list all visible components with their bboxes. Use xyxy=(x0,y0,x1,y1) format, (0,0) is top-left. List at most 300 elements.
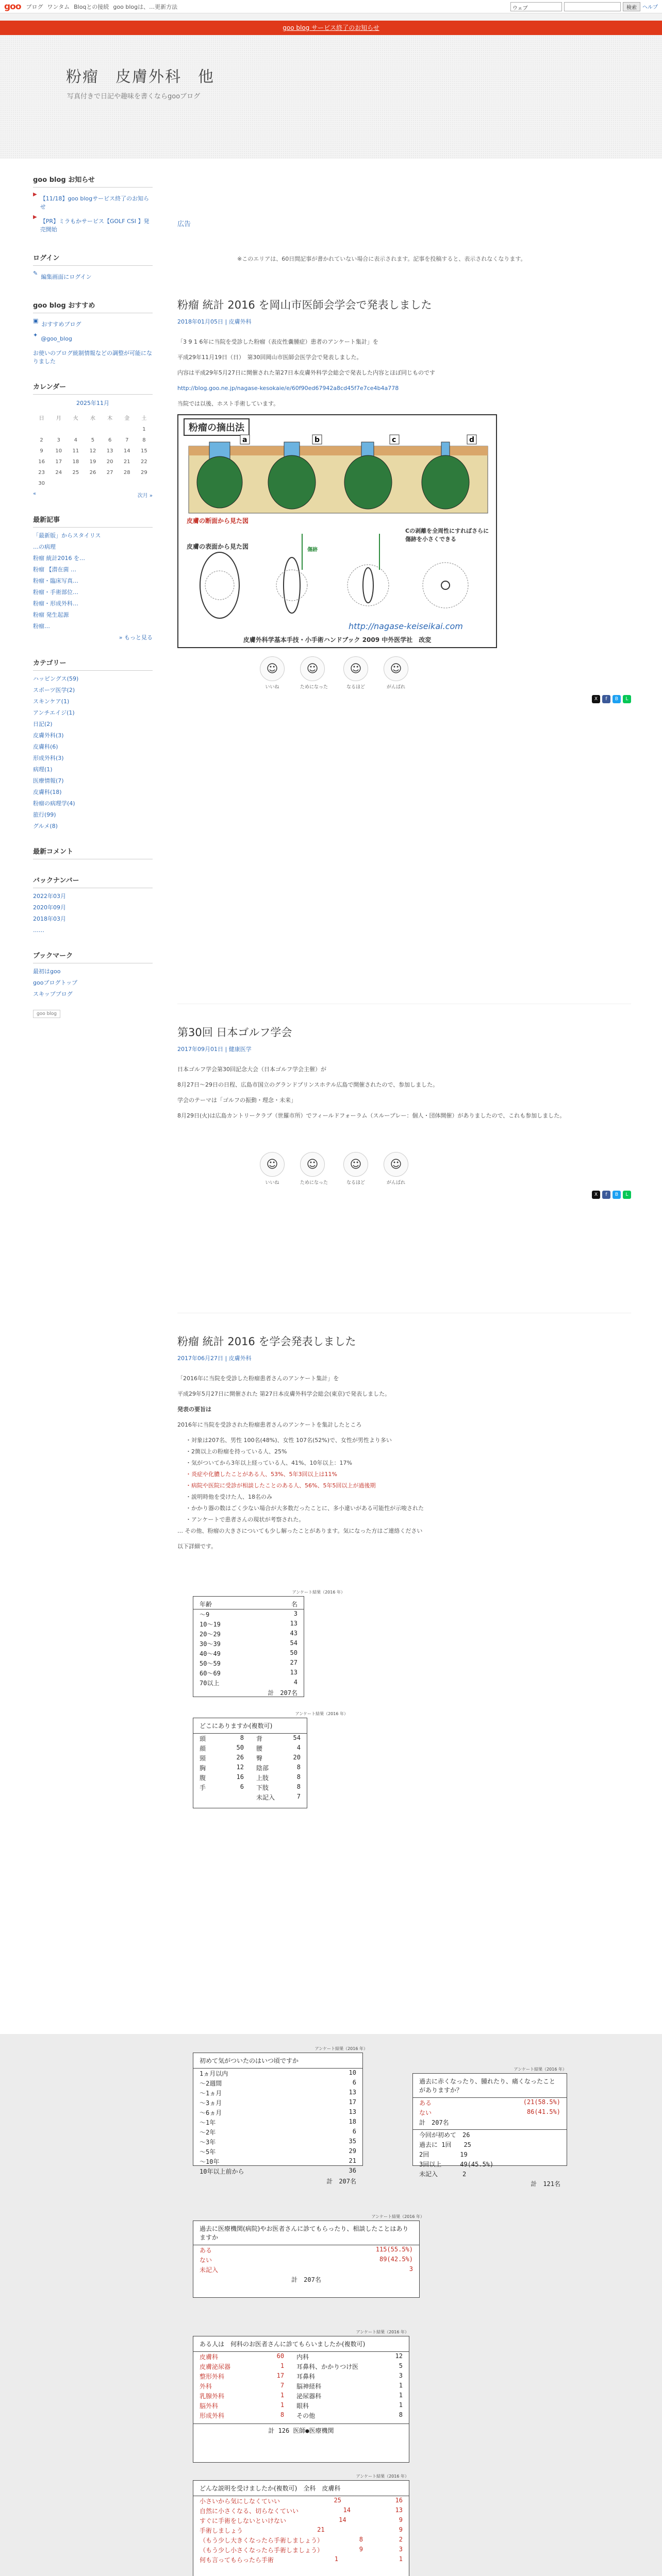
calendar-day[interactable]: 3 xyxy=(57,437,60,443)
calendar-day[interactable]: 22 xyxy=(141,459,147,465)
category-link[interactable]: グルメ(8) xyxy=(33,823,58,829)
survey-cell: 〜2週間 xyxy=(200,2080,222,2087)
survey-cell: 60〜69 xyxy=(200,1670,221,1677)
survey-row: 未記入 2 xyxy=(419,2171,467,2178)
survey-cell: 60 xyxy=(276,2352,285,2360)
survey-row xyxy=(290,2371,409,2381)
reaction-nodding[interactable] xyxy=(343,1152,368,1185)
reaction-like[interactable] xyxy=(260,656,285,690)
backnumber-section xyxy=(33,875,153,935)
backnumber-link[interactable]: 2020年09月 xyxy=(33,904,66,911)
backnumber-heading: バックナンバー xyxy=(33,875,153,888)
summary-point: ・説明時他を受けた人、18名のみ xyxy=(186,1494,272,1500)
bookmark-link[interactable]: gooブログトップ xyxy=(33,979,78,986)
survey-cell: 頭 xyxy=(200,1735,206,1742)
blog-icon: ▣ xyxy=(33,317,39,324)
survey-cell: 30〜39 xyxy=(200,1640,221,1648)
goo-link[interactable]: ワンタム xyxy=(47,3,70,10)
survey-cell: 29 xyxy=(349,2147,356,2155)
survey-row: 2回 19 xyxy=(419,2151,468,2158)
survey-cell: 乳腺外科 xyxy=(200,2393,225,2400)
survey-cell: 8 xyxy=(399,2411,403,2418)
calendar-day[interactable]: 8 xyxy=(142,437,146,443)
survey-row xyxy=(193,2245,419,2255)
backnumber-link[interactable]: 2022年03月 xyxy=(33,893,66,900)
recommend-section xyxy=(33,300,153,366)
survey-cell: 腰 xyxy=(256,1745,263,1752)
smile-icon: ☺ xyxy=(300,656,325,681)
recent-heading: 最新記事 xyxy=(33,514,153,528)
survey-row xyxy=(193,2166,362,2176)
search-input[interactable] xyxy=(564,2,621,11)
calendar-day[interactable]: 29 xyxy=(141,470,147,476)
survey-cell: 臀 xyxy=(256,1755,263,1762)
explain-title: どんな説明を受けましたか(複数可) 全科 皮膚科 xyxy=(193,2481,409,2496)
category-link[interactable]: 日記(2) xyxy=(33,721,53,727)
facebook-share-icon[interactable]: f xyxy=(602,1191,610,1199)
reaction-label: がんばれ xyxy=(387,685,406,690)
recent-post-link[interactable]: 粉瘤・手術部位… xyxy=(33,589,78,596)
x-share-icon[interactable]: X xyxy=(592,695,600,703)
label-a: a xyxy=(242,436,247,444)
smile-icon: ☺ xyxy=(260,1152,285,1177)
calendar-day[interactable]: 7 xyxy=(125,437,129,443)
survey-cell: 2 xyxy=(399,2536,403,2543)
post-paragraph: 「2016年に当院を受診した粉瘤患者さんのアンケート集計」を xyxy=(177,1375,339,1382)
survey-cell: 手 xyxy=(200,1784,206,1791)
survey-caption: アンケート結果（2016 年） xyxy=(356,2330,409,2334)
survey-cell: 115(55.5%) xyxy=(375,2246,413,2253)
calendar-prev[interactable]: « xyxy=(33,491,37,497)
survey-row xyxy=(193,2108,362,2117)
table-note: 以下詳細です。 xyxy=(177,1543,217,1550)
recent-post-link[interactable]: 粉瘤 発生起源 xyxy=(33,612,69,618)
survey-explain-table xyxy=(193,2474,409,2576)
survey-cell: 〜10年 xyxy=(200,2158,220,2165)
news-item[interactable]: 【PR】ミラもかサービス【GOLF CSI 】発売開始 xyxy=(40,218,150,233)
category-link[interactable]: 粉瘤の病理学(4) xyxy=(33,800,75,807)
survey-cell: 9 xyxy=(399,2516,403,2523)
survey-cell: 耳鼻科 xyxy=(296,2373,316,2380)
survey-cell: 何も言ってもらったら手術 xyxy=(200,2556,274,2564)
survey-row xyxy=(193,2147,362,2157)
survey-row xyxy=(193,1773,250,1783)
count-header: 名 xyxy=(291,1601,297,1608)
survey-cell: 5 xyxy=(399,2362,403,2369)
category-link[interactable]: スキンケア(1) xyxy=(33,698,70,705)
calendar-day xyxy=(84,424,101,435)
search-scope-select[interactable]: ウェブ xyxy=(510,2,562,11)
survey-caption: アンケート結果（2016 年） xyxy=(356,2474,409,2479)
category-section xyxy=(33,657,153,831)
survey-cell: （もう少し大きくなったら手術しましょう） xyxy=(200,2537,324,2544)
survey-cell: 1 xyxy=(280,2401,285,2409)
category-link[interactable]: 皮膚科(18) xyxy=(33,789,62,795)
hatena-share-icon[interactable]: B xyxy=(613,1191,621,1199)
calendar-day xyxy=(119,478,136,489)
backnumber-link[interactable]: …… xyxy=(33,927,44,934)
category-link[interactable]: 皮膚科(6) xyxy=(33,743,58,750)
figure-footer: 皮膚外科学基本手技・小手術ハンドブック 2009 中外医学社 改変 xyxy=(243,636,432,643)
reaction-label: がんばれ xyxy=(387,1180,406,1185)
goo-link[interactable]: Bloqとの接続 xyxy=(74,3,109,10)
category-link[interactable]: 医療情報(7) xyxy=(33,777,64,784)
survey-cell: 1 xyxy=(334,2555,338,2563)
survey-cell: 3 xyxy=(409,2265,413,2273)
duration-total: 計 207名 xyxy=(326,2178,356,2185)
calendar-day[interactable]: 26 xyxy=(89,470,96,476)
category-link[interactable]: 形成外科(3) xyxy=(33,755,64,761)
label-d: d xyxy=(469,436,475,444)
survey-row xyxy=(290,2362,409,2371)
reaction-like[interactable] xyxy=(260,1152,285,1185)
survey-row xyxy=(193,2127,362,2137)
survey-row xyxy=(193,2526,409,2535)
calendar-day[interactable]: 12 xyxy=(89,448,96,454)
survey-row xyxy=(250,1773,307,1783)
survey-cell: 外科 xyxy=(200,2383,212,2390)
blog-header xyxy=(0,35,662,159)
post-link[interactable]: http://blog.goo.ne.jp/nagase-kesokaie/e/60f90ed67942a8cd45f7e7ce4b4a778 xyxy=(177,385,399,392)
reaction-label: ためになった xyxy=(300,685,328,690)
reaction-label: なるほど xyxy=(346,685,366,690)
recent-post-link[interactable]: 粉瘤 【潜在菌 … xyxy=(33,566,76,573)
location-title: どこにありますか(複数可) xyxy=(193,1718,307,1734)
doctor-title: ある人は 何科のお医者さんに診てもらいましたか(複数可) xyxy=(193,2336,409,2352)
survey-row xyxy=(193,1658,304,1668)
survey-cell: 20〜29 xyxy=(200,1631,221,1638)
survey-cell: 17 xyxy=(349,2098,356,2106)
search-button[interactable]: 検索 xyxy=(623,2,640,11)
survey-row: 今回が初めて 26 xyxy=(419,2131,470,2139)
recent-section xyxy=(33,514,153,642)
survey-cell: 36 xyxy=(349,2167,356,2174)
survey-cell: 下肢 xyxy=(256,1784,269,1791)
post-paragraph: 学会のテーマは「ゴルフの振動・理念・未来」 xyxy=(177,1097,296,1104)
calendar-day[interactable]: 24 xyxy=(55,470,62,476)
summary-point: ・気がついてから3年以上経っている人、41%、10年以上：17% xyxy=(186,1460,352,1466)
survey-cell: 未記入 xyxy=(200,2266,219,2274)
post-title[interactable]: 粉瘤 統計 2016 を学会発表しました xyxy=(177,1335,356,1348)
survey-cell: 3 xyxy=(399,2372,403,2379)
survey-row xyxy=(193,1753,250,1763)
calendar-weekday: 木 xyxy=(107,416,113,421)
recent-post-link[interactable]: 粉瘤… xyxy=(33,623,50,630)
calendar-day xyxy=(102,478,119,489)
calendar-day xyxy=(50,424,67,435)
survey-cell: 上肢 xyxy=(256,1774,269,1782)
survey-cell: 50 xyxy=(290,1649,297,1656)
calendar-day[interactable]: 27 xyxy=(106,470,113,476)
post-paragraph: 内容は平成29年5月27日に開催された第27日本皮膚外科学会総会で発表した内容とほぼ同じものです xyxy=(177,369,435,376)
calendar-day[interactable]: 5 xyxy=(91,437,95,443)
survey-cell: 10 xyxy=(349,2069,356,2076)
line-share-icon[interactable]: L xyxy=(623,1191,631,1199)
survey-cell: 27 xyxy=(290,1659,297,1666)
reaction-label: なるほど xyxy=(346,1180,366,1185)
consult-total: 計 207名 xyxy=(291,2276,321,2283)
survey-row xyxy=(193,2496,409,2506)
smile-icon: ☺ xyxy=(260,656,285,681)
calendar-day[interactable]: 10 xyxy=(55,448,62,454)
survey-cell: 〜6ヵ月 xyxy=(200,2109,222,2116)
survey-row xyxy=(193,1649,304,1658)
survey-row xyxy=(290,2352,409,2362)
recent-more-link[interactable]: » もっと見る xyxy=(119,634,153,641)
calendar-day[interactable]: 11 xyxy=(72,448,79,454)
calendar-day[interactable]: 23 xyxy=(38,470,45,476)
cross-section-label: 皮膚の断面から見た図 xyxy=(187,517,249,524)
survey-cell: 未記入 xyxy=(256,1794,275,1801)
calendar-day[interactable]: 25 xyxy=(72,470,79,476)
survey-cell: 13 xyxy=(349,2108,356,2115)
survey-age-table xyxy=(193,1590,345,1697)
goo-search xyxy=(510,2,658,11)
survey-cell: 1 xyxy=(280,2392,285,2399)
bookmark-link[interactable]: スキップブログ xyxy=(33,991,73,997)
calendar-day[interactable]: 2 xyxy=(40,437,43,443)
survey-row xyxy=(193,2555,409,2565)
survey-row xyxy=(290,2401,409,2411)
survey-row xyxy=(250,1734,307,1743)
survey-cell: 4 xyxy=(296,1744,301,1751)
x-share-icon[interactable]: X xyxy=(592,1191,600,1199)
goo-top-links xyxy=(26,3,178,11)
post-body xyxy=(177,1064,631,1199)
calendar-day[interactable]: 14 xyxy=(123,448,130,454)
survey-cell: 8 xyxy=(296,1773,301,1781)
survey-cell: 17 xyxy=(276,2372,285,2379)
reaction-helpful[interactable] xyxy=(300,1152,328,1185)
recent-post-link[interactable]: 粉瘤・形成外科… xyxy=(33,600,78,607)
label-c: c xyxy=(392,436,396,444)
survey-cell: 18 xyxy=(349,2118,356,2125)
label-b: b xyxy=(315,436,320,444)
calendar-weekday: 金 xyxy=(124,416,130,421)
summary-point: ・アンケートで患者さんの現状が考察された。 xyxy=(186,1516,305,1523)
calendar-heading: カレンダー xyxy=(33,381,153,395)
summary-point: ・炎症や化膿したことがある人、53%、5年3回以上は11% xyxy=(186,1471,337,1478)
hatena-share-icon[interactable]: B xyxy=(613,695,621,703)
survey-row xyxy=(193,1668,304,1678)
calendar-month: 2025年11月 xyxy=(76,400,109,406)
survey-cell: 〜3年 xyxy=(200,2139,216,2146)
post-meta[interactable]: 2018年01月05日 | 皮膚外科 xyxy=(177,318,252,325)
survey-cell: 25 xyxy=(334,2497,341,2504)
category-link[interactable]: ハッピングス(59) xyxy=(33,675,79,682)
survey-cell: 35 xyxy=(349,2138,356,2145)
goo-blog-badge[interactable]: goo blog xyxy=(33,1010,60,1018)
reaction-nodding[interactable] xyxy=(343,656,368,690)
calendar-day[interactable]: 15 xyxy=(141,448,147,454)
survey-row xyxy=(193,1619,304,1629)
survey-caption: アンケート結果（2016 年） xyxy=(292,1590,345,1595)
survey-cell: 40〜49 xyxy=(200,1650,221,1657)
comments-section xyxy=(33,846,153,859)
survey-cell: 10年以上前から xyxy=(200,2168,244,2175)
line-share-icon[interactable]: L xyxy=(623,695,631,703)
survey-row xyxy=(413,2098,567,2108)
category-heading: カテゴリー xyxy=(33,657,153,671)
inflamed-title: 過去に赤くなったり、腫れたり、痛くなったことがありますか？ xyxy=(413,2074,567,2098)
survey-cell: 3 xyxy=(293,1610,297,1617)
calendar-weekday: 月 xyxy=(56,416,61,421)
calendar-weekday: 水 xyxy=(90,416,95,421)
survey-row xyxy=(193,2401,290,2411)
survey-row xyxy=(193,1743,250,1753)
survey-cell: 16 xyxy=(236,1773,244,1781)
news-heading: goo blog お知らせ xyxy=(33,174,153,188)
survey-cell: 脳神経科 xyxy=(296,2383,322,2390)
reaction-helpful[interactable] xyxy=(300,656,328,690)
recent-post-link[interactable]: 粉瘤・臨床写真… xyxy=(33,578,78,584)
bookmark-section xyxy=(33,950,153,1018)
figure-title: 粉瘤の摘出法 xyxy=(184,418,250,436)
recommend-item[interactable]: @goo_blog xyxy=(41,335,72,342)
survey-row xyxy=(250,1783,307,1792)
survey-row xyxy=(193,1609,304,1619)
survey-row xyxy=(193,1763,250,1773)
news-item[interactable]: 【11/18】goo blogサービス終了のお知らせ xyxy=(40,195,150,210)
reaction-cheer[interactable] xyxy=(384,656,408,690)
survey-row xyxy=(193,2069,362,2078)
survey-cell: 〜9 xyxy=(200,1611,210,1618)
age-total: 計 207名 xyxy=(268,1689,297,1697)
facebook-share-icon[interactable]: f xyxy=(602,695,610,703)
calendar-day[interactable]: 30 xyxy=(38,481,45,486)
calendar-day[interactable]: 9 xyxy=(40,448,43,454)
calendar-day[interactable]: 6 xyxy=(108,437,112,443)
calendar-day xyxy=(136,478,153,489)
survey-cell: 皮膚科 xyxy=(200,2353,219,2361)
category-link[interactable]: 皮膚外科(3) xyxy=(33,732,64,739)
login-link[interactable]: 編集画面にログイン xyxy=(41,274,92,280)
goo-link[interactable]: ブログ xyxy=(26,3,43,10)
survey-cell: （もう少し小さくなったら手術しましょう） xyxy=(200,2547,324,2554)
survey-cell: 〜2年 xyxy=(200,2129,216,2136)
smile-icon: ☺ xyxy=(343,1152,368,1177)
survey-cell: 1 xyxy=(399,2382,403,2389)
survey-cell: 顔 xyxy=(200,1745,206,1752)
reaction-cheer[interactable] xyxy=(384,1152,408,1185)
survey-cell: 86(41.5%) xyxy=(526,2108,560,2115)
survey-cell: 胸 xyxy=(200,1765,206,1772)
survey-cell: 4 xyxy=(293,1679,297,1686)
recent-post-link[interactable]: 粉瘤 統計2016 を… xyxy=(33,555,85,562)
survey-cell: 8 xyxy=(280,2411,285,2418)
post-title[interactable]: 第30回 日本ゴルフ学会 xyxy=(177,1026,292,1039)
sidebar xyxy=(33,174,153,1033)
post-meta[interactable]: 2017年09月01日 | 健康医学 xyxy=(177,1046,252,1053)
service-end-notice[interactable]: goo blog サービス終了のお知らせ xyxy=(0,21,662,35)
share-buttons xyxy=(177,1191,631,1199)
post-meta[interactable]: 2017年06月27日 | 皮膚外科 xyxy=(177,1355,252,1362)
survey-caption: アンケート結果（2016 年） xyxy=(315,2046,368,2051)
recent-post-link[interactable]: 「最新版」からスタイリス xyxy=(33,532,101,539)
survey-cell: 1 xyxy=(280,2362,285,2369)
calendar-day[interactable]: 17 xyxy=(55,459,62,465)
goo-logo[interactable]: goo xyxy=(4,1,21,12)
goo-link[interactable]: goo blogは、…更新方法 xyxy=(113,3,178,10)
reaction-label: いいね xyxy=(265,685,279,690)
calendar-day[interactable]: 16 xyxy=(38,459,45,465)
category-link[interactable]: アンチエイジ(1) xyxy=(33,709,75,716)
pencil-icon: ✎ xyxy=(33,270,38,277)
recent-post-link[interactable]: …の病理 xyxy=(33,544,56,550)
backnumber-link[interactable]: 2018年03月 xyxy=(33,916,66,922)
calendar-day[interactable]: 20 xyxy=(106,459,113,465)
calendar-weekday: 土 xyxy=(141,416,147,421)
survey-cell: 手術しましょう xyxy=(200,2527,243,2534)
login-section xyxy=(33,252,153,284)
survey-cell: 13 xyxy=(349,2089,356,2096)
help-link[interactable]: ヘルプ xyxy=(642,5,658,10)
post-paragraph: 8月29日(火)は広島カントリークラブ（世羅市所）でフィールドフォーラム（スループレー：個人・団体開催）がありましたので、これも参加しました。 xyxy=(177,1112,566,1119)
calendar-day[interactable]: 1 xyxy=(142,427,146,432)
survey-cell: 陰部 xyxy=(256,1765,269,1772)
calendar-day[interactable]: 13 xyxy=(106,448,113,454)
blog-title[interactable]: 粉瘤 皮膚外科 他 xyxy=(66,68,214,86)
figure-watermark-url: http://nagase-keiseikai.com xyxy=(349,621,463,631)
bookmark-link[interactable]: 最初はgoo xyxy=(33,968,61,975)
twitter-icon: ✦ xyxy=(33,332,38,338)
survey-cell: 12 xyxy=(236,1764,244,1771)
category-link[interactable]: 旅行(99) xyxy=(33,811,56,818)
survey-cell: 12 xyxy=(395,2352,403,2360)
category-link[interactable]: 病理(1) xyxy=(33,766,53,773)
survey-cell: ある xyxy=(419,2099,432,2107)
summary-point: ・2箇以上の粉瘤を持っている人、25% xyxy=(186,1448,287,1455)
survey-row xyxy=(193,2088,362,2098)
survey-row xyxy=(193,2516,409,2526)
recommend-item[interactable]: おすすめブログ xyxy=(41,321,81,328)
summary-point: ・病院や医院に受診が相談したことのある人、56%、5年5回以上が過後期 xyxy=(186,1482,376,1489)
survey-row xyxy=(193,2381,290,2391)
survey-cell: 8 xyxy=(296,1783,301,1790)
calendar-day[interactable]: 28 xyxy=(123,470,130,476)
calendar-day xyxy=(102,424,119,435)
survey-cell: 14 xyxy=(339,2516,346,2523)
calendar-day[interactable]: 21 xyxy=(123,459,130,465)
pin-icon: ▶ xyxy=(33,214,37,220)
survey-row xyxy=(193,2255,419,2265)
category-link[interactable]: スポーツ医学(2) xyxy=(33,687,75,693)
post-title[interactable]: 粉瘤 統計 2016 を岡山市医師会学会で発表しました xyxy=(177,299,432,311)
calendar-next[interactable]: 次月 » xyxy=(137,493,153,499)
survey-cell: 26 xyxy=(236,1754,244,1761)
duration-title: 初めて気がついたのはいつ頃ですか xyxy=(193,2053,362,2069)
survey-row xyxy=(193,2545,409,2555)
smile-icon: ☺ xyxy=(300,1152,325,1177)
calendar-day[interactable]: 19 xyxy=(89,459,96,465)
calendar-day[interactable]: 18 xyxy=(72,459,79,465)
survey-caption: アンケート結果（2016 年） xyxy=(295,1711,348,1716)
post xyxy=(177,1333,631,1557)
calendar-day[interactable]: 4 xyxy=(74,437,78,443)
survey-row: 3回以上 49(45.5%) xyxy=(419,2161,494,2168)
survey-row xyxy=(193,2117,362,2127)
survey-cell: 皮膚泌尿器 xyxy=(200,2363,231,2370)
recommend-note[interactable]: お使いのブログ統制情報などの調整が可能になりました xyxy=(33,350,152,365)
survey-cell: 耳鼻科、かかりつけ医 xyxy=(296,2363,359,2370)
survey-cell: 21 xyxy=(349,2157,356,2164)
survey-cell: 腹 xyxy=(200,1774,206,1782)
recommend-heading: goo blog おすすめ xyxy=(33,300,153,313)
calendar-day xyxy=(67,424,84,435)
calendar-weekday: 日 xyxy=(39,416,44,421)
calendar-nav xyxy=(33,491,153,499)
survey-cell: 3 xyxy=(399,2546,403,2553)
